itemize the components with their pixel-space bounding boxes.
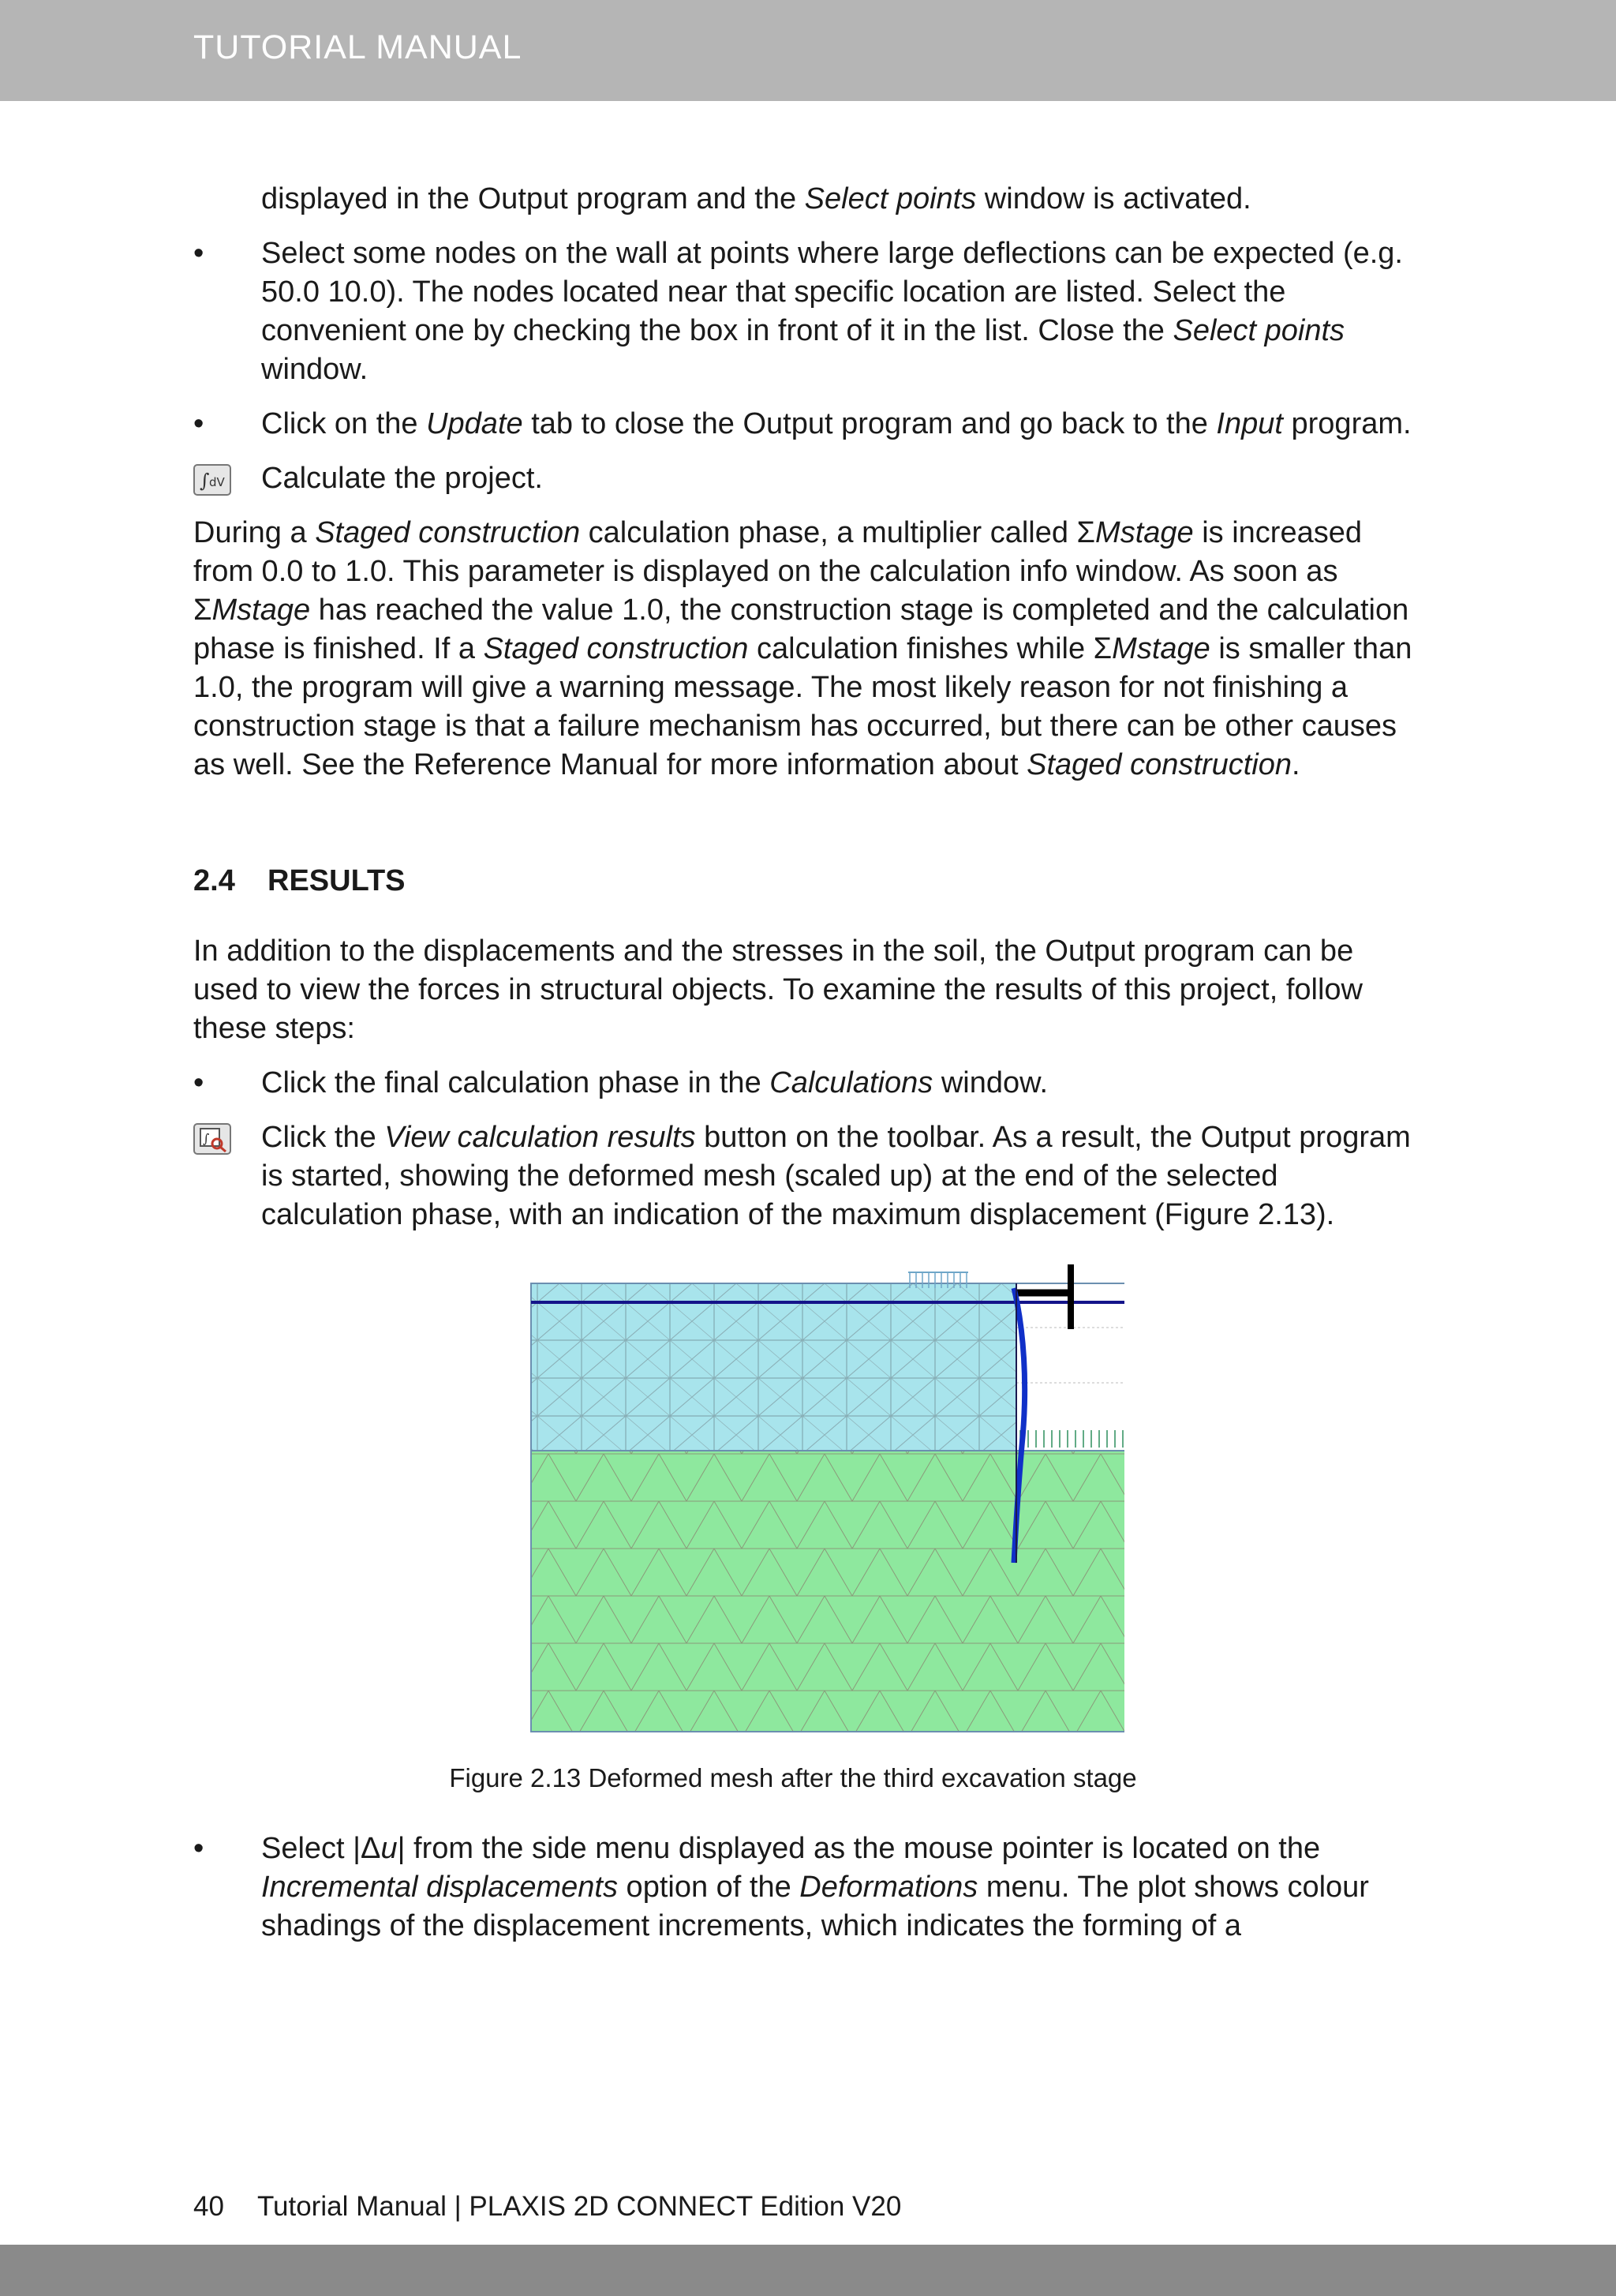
section-title: RESULTS bbox=[267, 864, 406, 897]
emphasis: Staged construction bbox=[483, 632, 749, 665]
page-number: 40 bbox=[193, 2191, 224, 2222]
figure-2-13 bbox=[193, 1264, 1424, 1754]
emphasis: Select points bbox=[804, 182, 977, 215]
emphasis: View calculation results bbox=[384, 1121, 696, 1154]
emphasis: Update bbox=[426, 407, 523, 440]
text-run: | from the side menu displayed as the mouse pointer is located on the bbox=[397, 1832, 1321, 1865]
header-title: TUTORIAL MANUAL bbox=[193, 28, 522, 66]
text-run: Select some nodes on the wall at points where large deflections can be expected (e.g. 50.0 10.0). The nodes located near that specific location are listed. Select the convenient one by checking the box in front of it in the list. Close the bbox=[261, 237, 1403, 347]
figure-caption: Figure 2.13 Deformed mesh after the third excavation stage bbox=[449, 1763, 1137, 1792]
text-run: option of the bbox=[618, 1871, 800, 1904]
text-run: button on the toolbar. As a result, the Output program is started, showing the deformed mesh (scaled up) at the end of the selected calculation phase, with an indication of the maximum displacement (Figure 2.13). bbox=[261, 1121, 1411, 1231]
svg-text:∫: ∫ bbox=[200, 470, 210, 492]
view-results-icon bbox=[193, 1123, 231, 1155]
emphasis: Deformations bbox=[799, 1871, 978, 1904]
emphasis: Input bbox=[1216, 407, 1283, 440]
emphasis: Staged construction bbox=[1027, 748, 1292, 781]
text-run: . bbox=[1292, 748, 1300, 781]
deformed-mesh-figure bbox=[493, 1264, 1124, 1754]
footer-bar bbox=[0, 2245, 1616, 2296]
text-run: Select |Δ bbox=[261, 1832, 381, 1865]
bullet-mark: • bbox=[193, 407, 204, 440]
bullet-mark: • bbox=[193, 237, 204, 270]
paragraph-continuation bbox=[193, 180, 1424, 219]
text-run: displayed in the Output program and the bbox=[261, 182, 805, 215]
emphasis: Incremental displacements bbox=[261, 1871, 618, 1904]
text-run: Calculate the project. bbox=[261, 462, 543, 495]
calculate-icon bbox=[193, 464, 231, 496]
text-run: Click on the bbox=[261, 407, 427, 440]
emphasis: u bbox=[380, 1832, 398, 1865]
text-run: Click the bbox=[261, 1121, 385, 1154]
bullet-item bbox=[193, 1064, 1424, 1103]
text-run: calculation phase, a multiplier called Σ bbox=[580, 516, 1096, 549]
text-run: Click the final calculation phase in the bbox=[261, 1066, 770, 1099]
footer-text bbox=[193, 2191, 901, 2223]
icon-item-view-results bbox=[193, 1118, 1424, 1234]
text-run: is smaller than 1.0, the program will give a warning message. The most likely reason for not finishing a construction stage is that a failure mechanism has occurred, but there can be other causes as well. See the Reference Manual for more information about bbox=[193, 632, 1412, 781]
lower-soil-mesh bbox=[531, 1451, 1124, 1732]
header-bar bbox=[0, 0, 1616, 101]
svg-text:∫: ∫ bbox=[203, 1131, 210, 1146]
text-run: window. bbox=[261, 353, 368, 386]
emphasis: Mstage bbox=[1112, 632, 1210, 665]
emphasis: Staged construction bbox=[315, 516, 581, 549]
text-run: window. bbox=[933, 1066, 1049, 1099]
section-heading bbox=[193, 862, 1424, 901]
footer-title: Tutorial Manual | PLAXIS 2D CONNECT Edition V20 bbox=[256, 2191, 902, 2222]
bullet-mark: • bbox=[193, 1832, 204, 1865]
text-run: is increased from 0.0 to 1.0. This parameter is displayed on the calculation info window. As soon as Σ bbox=[193, 516, 1362, 627]
bullet-item bbox=[193, 1830, 1424, 1946]
svg-text:dV: dV bbox=[209, 475, 225, 489]
text-run: tab to close the Output program and go back to the bbox=[522, 407, 1217, 440]
emphasis: Mstage bbox=[1095, 516, 1194, 549]
icon-item-calculate bbox=[193, 459, 1424, 498]
text-run: During a bbox=[193, 516, 316, 549]
text-run: menu. The plot shows colour shadings of the displacement increments, which indicates the forming of a bbox=[261, 1871, 1369, 1942]
text-run: program. bbox=[1282, 407, 1412, 440]
paragraph-results-intro: In addition to the displacements and the stresses in the soil, the Output program can be used to view the forces in structural objects. To examine the results of this project, follow these steps: bbox=[193, 935, 1363, 1045]
emphasis: Calculations bbox=[769, 1066, 933, 1099]
text-run: calculation finishes while Σ bbox=[748, 632, 1113, 665]
bullet-mark: • bbox=[193, 1066, 204, 1099]
text-run: has reached the value 1.0, the construction stage is completed and the calculation phase is finished. If a bbox=[193, 594, 1409, 665]
page-content bbox=[193, 180, 1424, 1946]
text-run: window is activated. bbox=[976, 182, 1251, 215]
paragraph-staged-construction bbox=[193, 514, 1424, 785]
bullet-item bbox=[193, 234, 1424, 389]
emphasis: Select points bbox=[1173, 314, 1345, 347]
bullet-item bbox=[193, 405, 1424, 444]
section-number: 2.4 bbox=[193, 864, 235, 897]
emphasis: Mstage bbox=[211, 594, 311, 627]
